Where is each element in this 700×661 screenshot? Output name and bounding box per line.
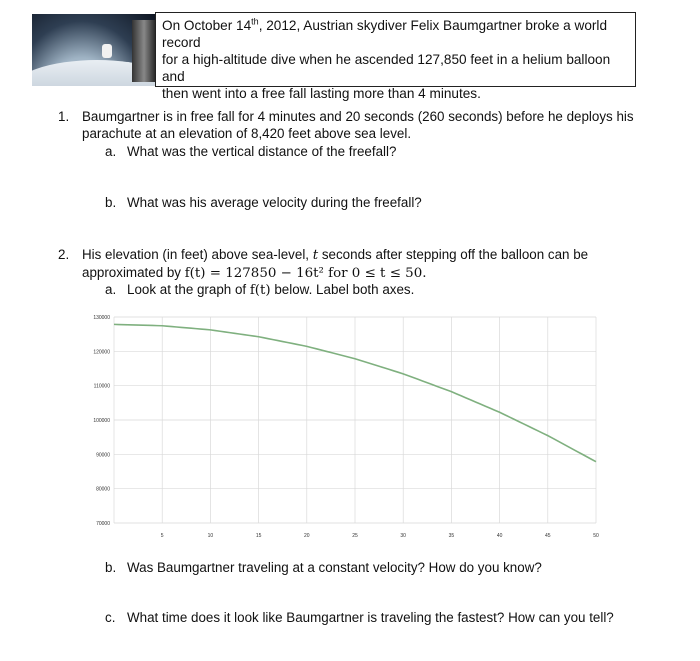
- question-2: [58, 246, 658, 286]
- x-tick-label: 10: [207, 533, 214, 539]
- question-1b: b. What was his average velocity during the freefall?: [105, 195, 422, 210]
- question-1a: a. What was the vertical distance of the freefall?: [105, 144, 397, 159]
- intro-line-3: then went into a free fall lasting more than 4 minutes.: [162, 86, 481, 101]
- y-tick-label: 130000: [93, 315, 110, 321]
- intro-text-box: [155, 12, 636, 101]
- x-tick-label: 20: [304, 533, 310, 539]
- question-2c: c. What time does it look like Baumgartner is traveling the fastest? How can you tell?: [105, 610, 614, 625]
- skydiver-figure: [102, 44, 112, 58]
- y-tick-label: 70000: [96, 521, 110, 527]
- y-tick-label: 90000: [96, 452, 110, 459]
- x-tick-label: 50: [593, 533, 599, 539]
- y-tick-label: 120000: [93, 349, 110, 356]
- y-axis-ticks: [93, 315, 110, 527]
- balloon-capsule: [132, 20, 156, 82]
- question-1-number: 1.: [58, 109, 70, 124]
- y-tick-label: 100000: [93, 418, 110, 424]
- function-formula: f(t) = 127850 − 16t² for 0 ≤ t ≤ 50.: [184, 266, 427, 281]
- question-1-text: Baumgartner is in free fall for 4 minutes and 20 seconds (260 seconds) before he deploys his parachute at an elevation of 8,420 feet above sea level.: [82, 109, 634, 141]
- intro-line-2: for a high-altitude dive when he ascended 127,850 feet in a helium balloon and: [162, 52, 611, 84]
- y-tick-label: 110000: [93, 383, 110, 390]
- intro-line-1: On October 14th, 2012, Austrian skydiver Felix Baumgartner broke a world record: [162, 16, 608, 50]
- chart-grid: [114, 317, 596, 523]
- x-tick-label: 25: [352, 533, 358, 539]
- question-2a: a. Look at the graph of f(t) below. Label both axes.: [105, 282, 415, 298]
- x-axis-ticks: [161, 533, 599, 539]
- question-2-number: 2.: [58, 247, 70, 262]
- x-tick-label: 35: [448, 533, 455, 539]
- question-2b: b. Was Baumgartner traveling at a constant velocity? How do you know?: [105, 560, 542, 575]
- x-tick-label: 45: [545, 533, 551, 539]
- y-tick-label: 80000: [96, 486, 110, 493]
- question-1: [58, 108, 658, 148]
- x-tick-label: 40: [496, 533, 503, 539]
- skydiver-photo: [32, 14, 156, 86]
- x-tick-label: 15: [255, 533, 262, 539]
- x-tick-label: 30: [400, 533, 406, 539]
- elevation-chart: [80, 303, 610, 543]
- x-tick-label: 5: [160, 533, 164, 539]
- question-2-text: His elevation (in feet) above sea-level, t seconds after stepping off the balloon can be approximated by f(t) = 127850 − 16t² for 0 ≤ t ≤ 50.: [82, 247, 589, 281]
